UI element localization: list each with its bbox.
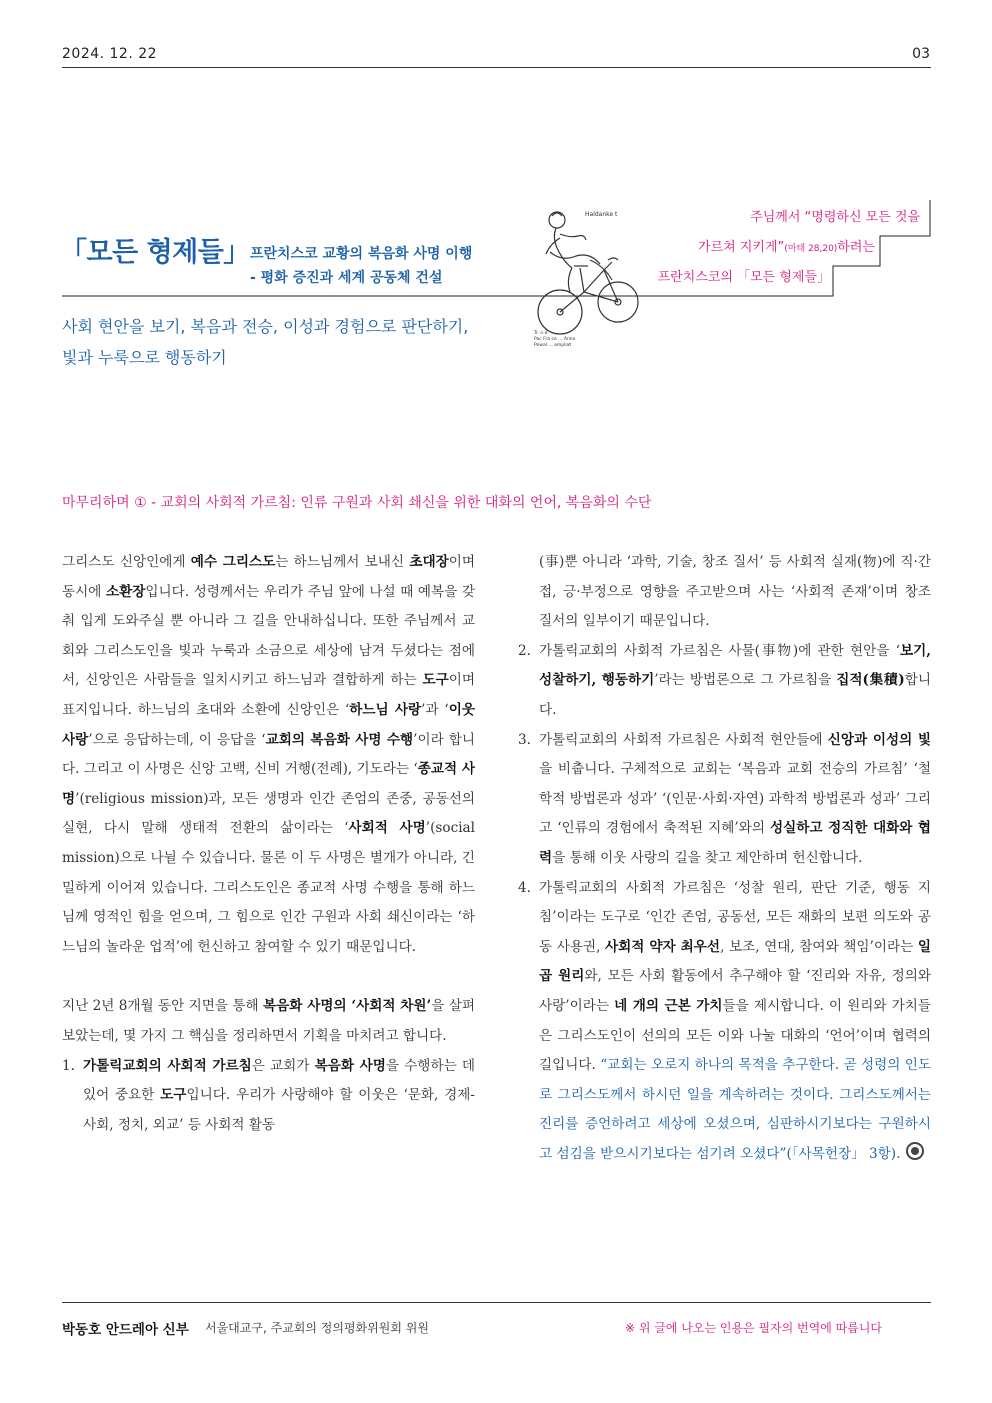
quote-line-3: 프란치스코의 「모든 형제들」 — [657, 270, 830, 285]
section-heading: 마무리하며 ① - 교회의 사회적 가르침: 인류 구원과 사회 쇄신을 위한 대화의 언어, 복음화의 수단 — [62, 495, 652, 511]
right-column — [518, 548, 931, 1169]
list-item-2: 2. 가톨릭교회의 사회적 가르침은 사물(事物)에 관한 현안을 ‘보기, 성찰하기, 행동하기’라는 방법론으로 그 가르침을 집적(集積)합니다. — [518, 642, 931, 718]
article-subtitle-2: - 평화 증진과 세계 공동체 건설 — [250, 270, 443, 286]
illustration-label: Haldanke t — [585, 211, 618, 218]
paragraph-2: 지난 2년 8개월 동안 지면을 통해 복음화 사명의 ‘사회적 차원’을 살펴보았는데, 몇 가지 그 핵심을 정리하면서 기획을 마치려고 합니다. — [62, 998, 476, 1044]
gaudium-et-spes-quote: “교회는 오로지 하나의 목적을 추구한다. 곧 성령의 인도로 그리스도께서 하시던 일을 계속하려는 것이다. 그리스도께서는 진리를 증언하려고 세상에 오셨으며, 심판하시기보다는 구원하시고 섬김을 받으시기보다는 섬기려 오셨다” — [539, 1057, 932, 1162]
stair-lines — [0, 0, 992, 300]
article-subtitle-1: 프란치스코 교황의 복음화 사명 이행 — [250, 246, 473, 262]
illustration-caption-3: Powal ... ampliat — [534, 343, 572, 348]
illustration-caption-1: Tr. n.d. — [534, 331, 549, 336]
list-item-4: 4. 가톨릭교회의 사회적 가르침은 ‘성찰 원리, 판단 기준, 행동 지침’이라는 도구로 ‘인간 존엄, 공동선, 모든 재화의 보편 의도와 공동 사용권, 사회적 약자 최우선, 보조, 연대, 참여와 책임’이라는 일곱 원리와, 모든 사회 활동에서 추구해야 할 ‘진리와 자유, 정의와 사랑’이라는 네 개의 근본 가치들을 제시합니다. 이 원리와 가치들은 그리스도인이 선의의 모든 이와 나눌 대화의 ‘언어’이며 협력의 길입니다. “교회는 오로지 하나의 목적을 추구한다. 곧 성령의 인도로 그리스도께서 하시던 일을 계속하려는 것이다. 그리스도께서는 진리를 증언하려고 세상에 오셨으며, 심판하시기보다는 구원하시고 섬김을 받으시기보다는 섬기려 오셨다”(「사목헌장」 3항). — [518, 879, 932, 1162]
intro-line-1: 사회 현안을 보기, 복음과 전승, 이성과 경험으로 판단하기, — [62, 317, 469, 336]
footer-rule — [62, 1302, 931, 1303]
list-item-1: 1. 가톨릭교회의 사회적 가르침은 교회가 복음화 사명을 수행하는 데 있어 중요한 도구입니다. 우리가 사랑해야 할 이웃은 ‘문화, 경제-사회, 정치, 외교’ 등 사회적 활동 — [62, 1057, 476, 1133]
paragraph-1: 그리스도 신앙인에게 예수 그리스도는 하느님께서 보내신 초대장이며 동시에 소환장입니다. 성령께서는 우리가 주님 앞에 나설 때 예복을 갖춰 입게 도와주실 뿐 아니라 그 길을 안내하십니다. 또한 주님께서 교회와 그리스도인을 빛과 누룩과 소금으로 세상에 남겨 두셨다는 점에서, 신앙인은 사람들을 일치시키고 하느님과 결합하게 하는 도구이며 표지입니다. 하느님의 초대와 소환에 신앙인은 ‘하느님 사랑’과 ‘이웃 사랑’으로 응답하는데, 이 응답을 ‘교회의 복음화 사명 수행’이라 합니다. 그리고 이 사명은 신앙 고백, 신비 거행(전례), 기도라는 ‘종교적 사명’(religious mission)과, 모든 생명과 인간 존엄의 존중, 공동선의 실현, 다시 말해 생태적 전환의 삶이라는 ‘사회적 사명’(social mission)으로 나뉠 수 있습니다. 물론 이 두 사명은 별개가 아니라, 긴밀하게 이어져 있습니다. 그리스도인은 종교적 사명 수행을 통해 하느님께 영적인 힘을 얻으며, 그 힘으로 인간 구원과 사회 쇄신이라는 ‘하느님의 놀라운 업적’에 헌신하고 참여할 수 있기 때문입니다. — [62, 554, 476, 955]
quote-line-2: 가르쳐 지키게”(마태 28,20)하려는 — [698, 240, 875, 255]
list-item-3: 3. 가톨릭교회의 사회적 가르침은 사회적 현안들에 신앙과 이성의 빛을 비춥니다. 구체적으로 교회는 ‘복음과 교회 전승의 가르침’ ‘철학적 방법론과 성과’ ‘(인문·사회·자연) 과학적 방법론과 성과’ 그리고 ‘인류의 경험에서 축적된 지혜’와의 성실하고 정직한 대화와 협력을 통해 이웃 사랑의 길을 찾고 제안하며 헌신합니다. — [518, 731, 931, 866]
quote-line-1: 주님께서 “명령하신 모든 것을 — [750, 210, 920, 225]
left-column — [62, 548, 475, 1140]
intro-line-2: 빛과 누룩으로 행동하기 — [62, 348, 227, 367]
illustration-caption-2: Pac Fra ce ... Anno — [534, 337, 576, 342]
author-affiliation: 서울대교구, 주교회의 정의평화위원회 위원 — [205, 1321, 429, 1335]
article-title: 「모든 형제들」 — [60, 237, 250, 268]
author-name: 박동호 안드레아 신부 — [62, 1322, 189, 1338]
end-mark-icon — [906, 1142, 924, 1160]
translation-note: ※ 위 글에 나오는 인용은 필자의 번역에 따릅니다 — [625, 1321, 883, 1335]
list-item-1-continued: (事)뿐 아니라 ‘과학, 기술, 창조 질서’ 등 사회적 실재(物)에 직·간접, 긍·부정으로 영향을 주고받으며 사는 ‘사회적 존재’이며 창조 질서의 일부이기 때문입니다. — [539, 554, 931, 630]
quote-reference: (마태 28,20) — [784, 244, 838, 254]
issue-date: 2024. 12. 22 — [62, 46, 158, 62]
page-number: 03 — [912, 46, 930, 62]
